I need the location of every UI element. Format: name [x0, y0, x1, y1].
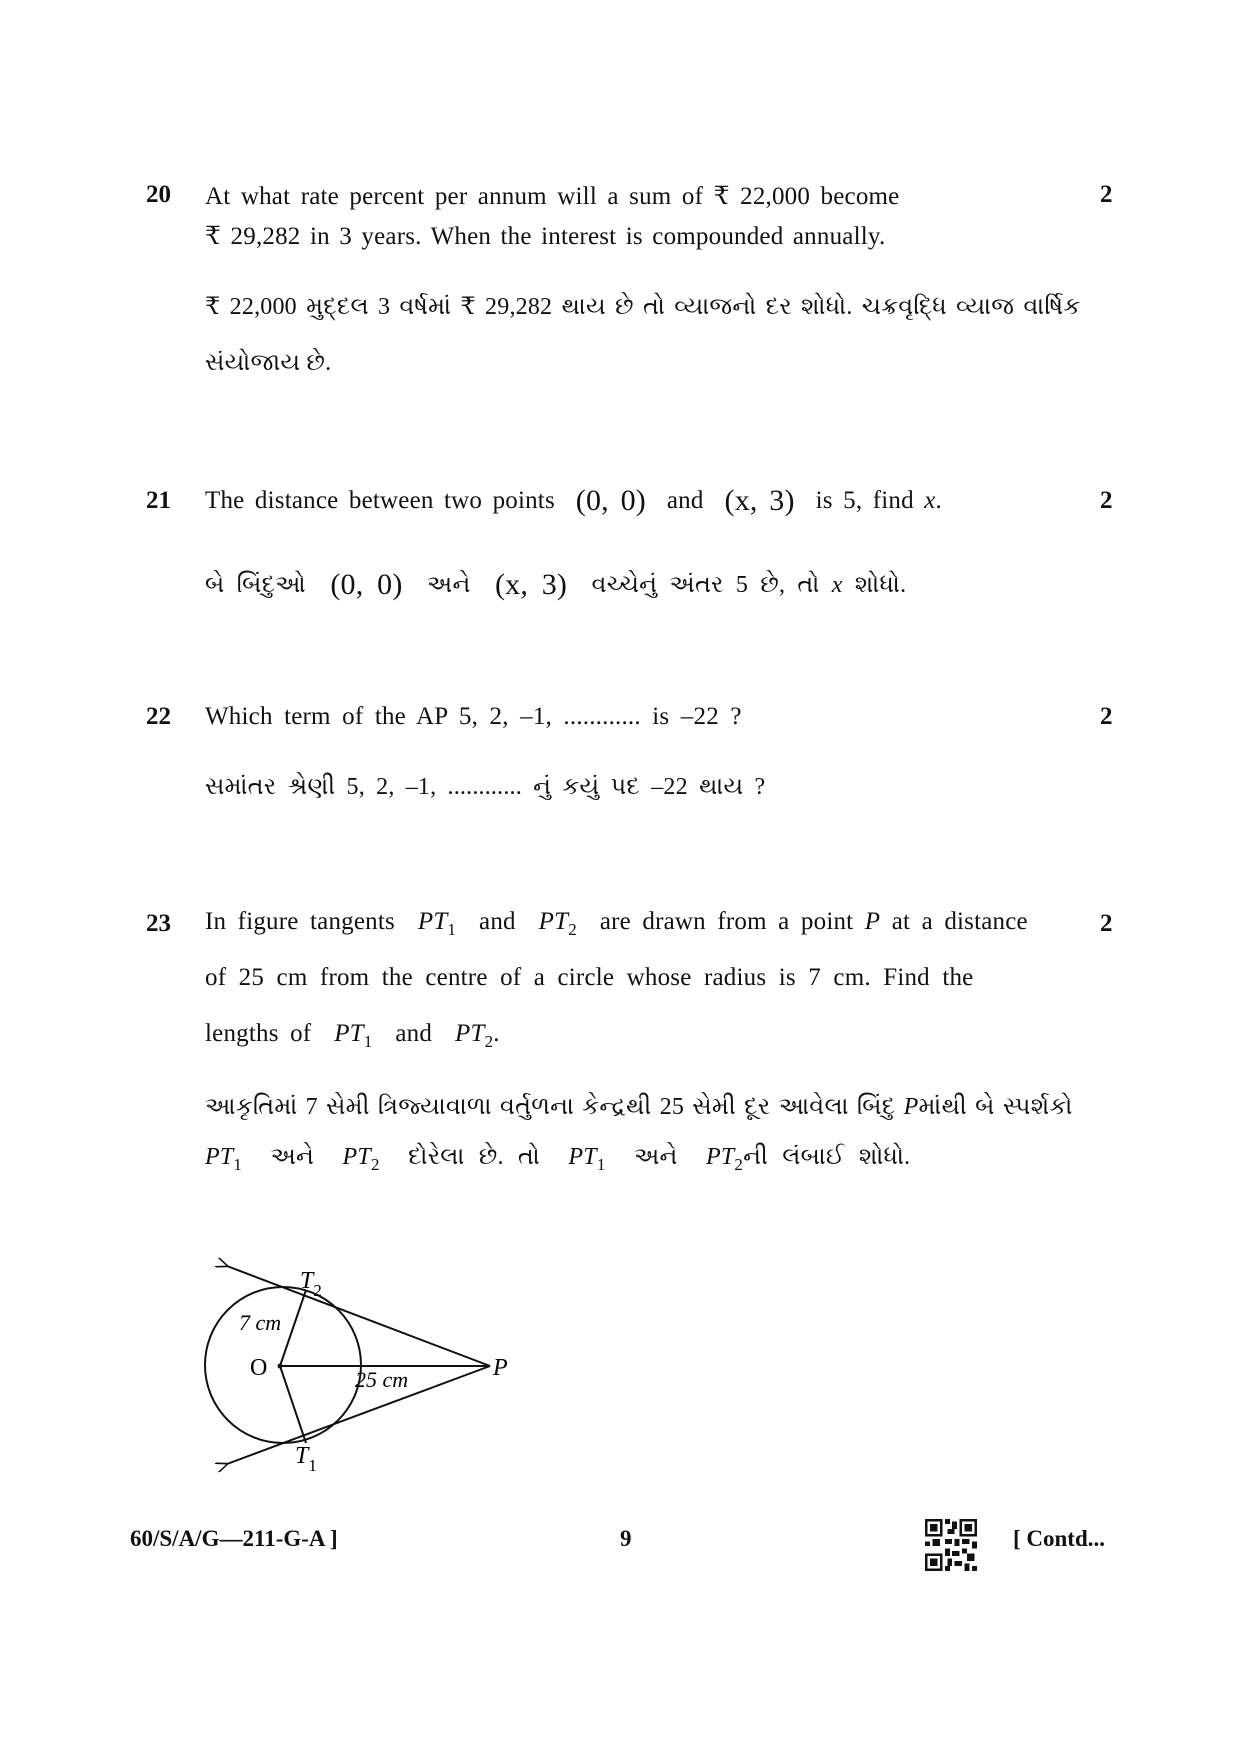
point-origin: (0, 0)	[575, 484, 646, 517]
paper-code: 60/S/A/G—211-G-A ]	[130, 1526, 338, 1551]
question-text-en-line: In figure tangents $PT_1$ and $PT_2$ are drawn from a point P at a distance	[205, 908, 1028, 939]
question-text-gu-line: ₹ 22,000 મુદ્દલ 3 વર્ષમાં ₹ 29,282 થાય છે તો વ્યાજનો દર શોધો. ચક્રવૃદ્ધિ વ્યાજ વાર્ષિક	[205, 294, 1081, 320]
tangent-figure	[200, 1255, 540, 1485]
question-text-gu: સમાંતર શ્રેણી 5, 2, –1, ............ નું કયું પદ –22 થાય ?	[205, 774, 766, 800]
radius-ot2	[280, 1290, 306, 1366]
question-number: 22	[146, 703, 171, 730]
question-text-gu-line: $PT_1$ અને $PT_2$ દોરેલા છે. તો $PT_1$ અને $PT_2ની$ લંબાઈ શોધો.	[205, 1144, 911, 1174]
question-marks: 2	[1100, 181, 1113, 208]
question-text-en-line: lengths of $PT_1$ and $PT_2$.	[205, 1020, 500, 1051]
label-distance: 25 cm	[355, 1367, 409, 1392]
label-t2: $T_2$	[300, 1268, 322, 1300]
question-number: 21	[146, 487, 171, 514]
center-point	[278, 1364, 283, 1369]
qr-code-icon	[925, 1519, 977, 1571]
label-o: O	[250, 1355, 268, 1381]
question-text-gu: બે બિંદુઓ (0, 0) અને (x, 3) વચ્ચેનું અંતર 5 છે, તો x શોધો.	[205, 568, 907, 601]
question-text-en-line: of 25 cm from the centre of a circle whose radius is 7 cm. Find the	[205, 964, 974, 991]
continued-label: [ Contd...	[1013, 1526, 1106, 1551]
label-t1: $T_1$	[295, 1443, 317, 1475]
page-number: 9	[620, 1526, 632, 1551]
point-x3: (x, 3)	[724, 484, 795, 517]
question-text-en-line: At what rate percent per annum will a sum of ₹ 22,000 become	[205, 183, 900, 210]
question-marks: 2	[1100, 910, 1113, 937]
question-text-gu-line: આકૃતિમાં 7 સેમી ત્રિજ્યાવાળા વર્તુળના કેન્દ્રથી 25 સેમી દૂર આવેલા બિંદુ Pમાંથી બે સ્પર્શકો	[205, 1094, 1073, 1120]
question-text-en: Which term of the AP 5, 2, –1, ............ is –22 ?	[205, 703, 742, 730]
label-radius: 7 cm	[239, 1310, 282, 1335]
question-number: 23	[146, 910, 171, 937]
question-number: 20	[146, 181, 171, 208]
question-marks: 2	[1100, 703, 1113, 730]
question-text-en-line: ₹ 29,282 in 3 years. When the interest is compounded annually.	[205, 223, 886, 250]
question-text-gu-line: સંયોજાય છે.	[205, 350, 332, 376]
radius-ot1	[280, 1366, 306, 1443]
label-p: P	[493, 1355, 508, 1381]
question-text-en: The distance between two points (0, 0) and (x, 3) is 5, find x.	[205, 484, 942, 517]
question-marks: 2	[1100, 487, 1113, 514]
